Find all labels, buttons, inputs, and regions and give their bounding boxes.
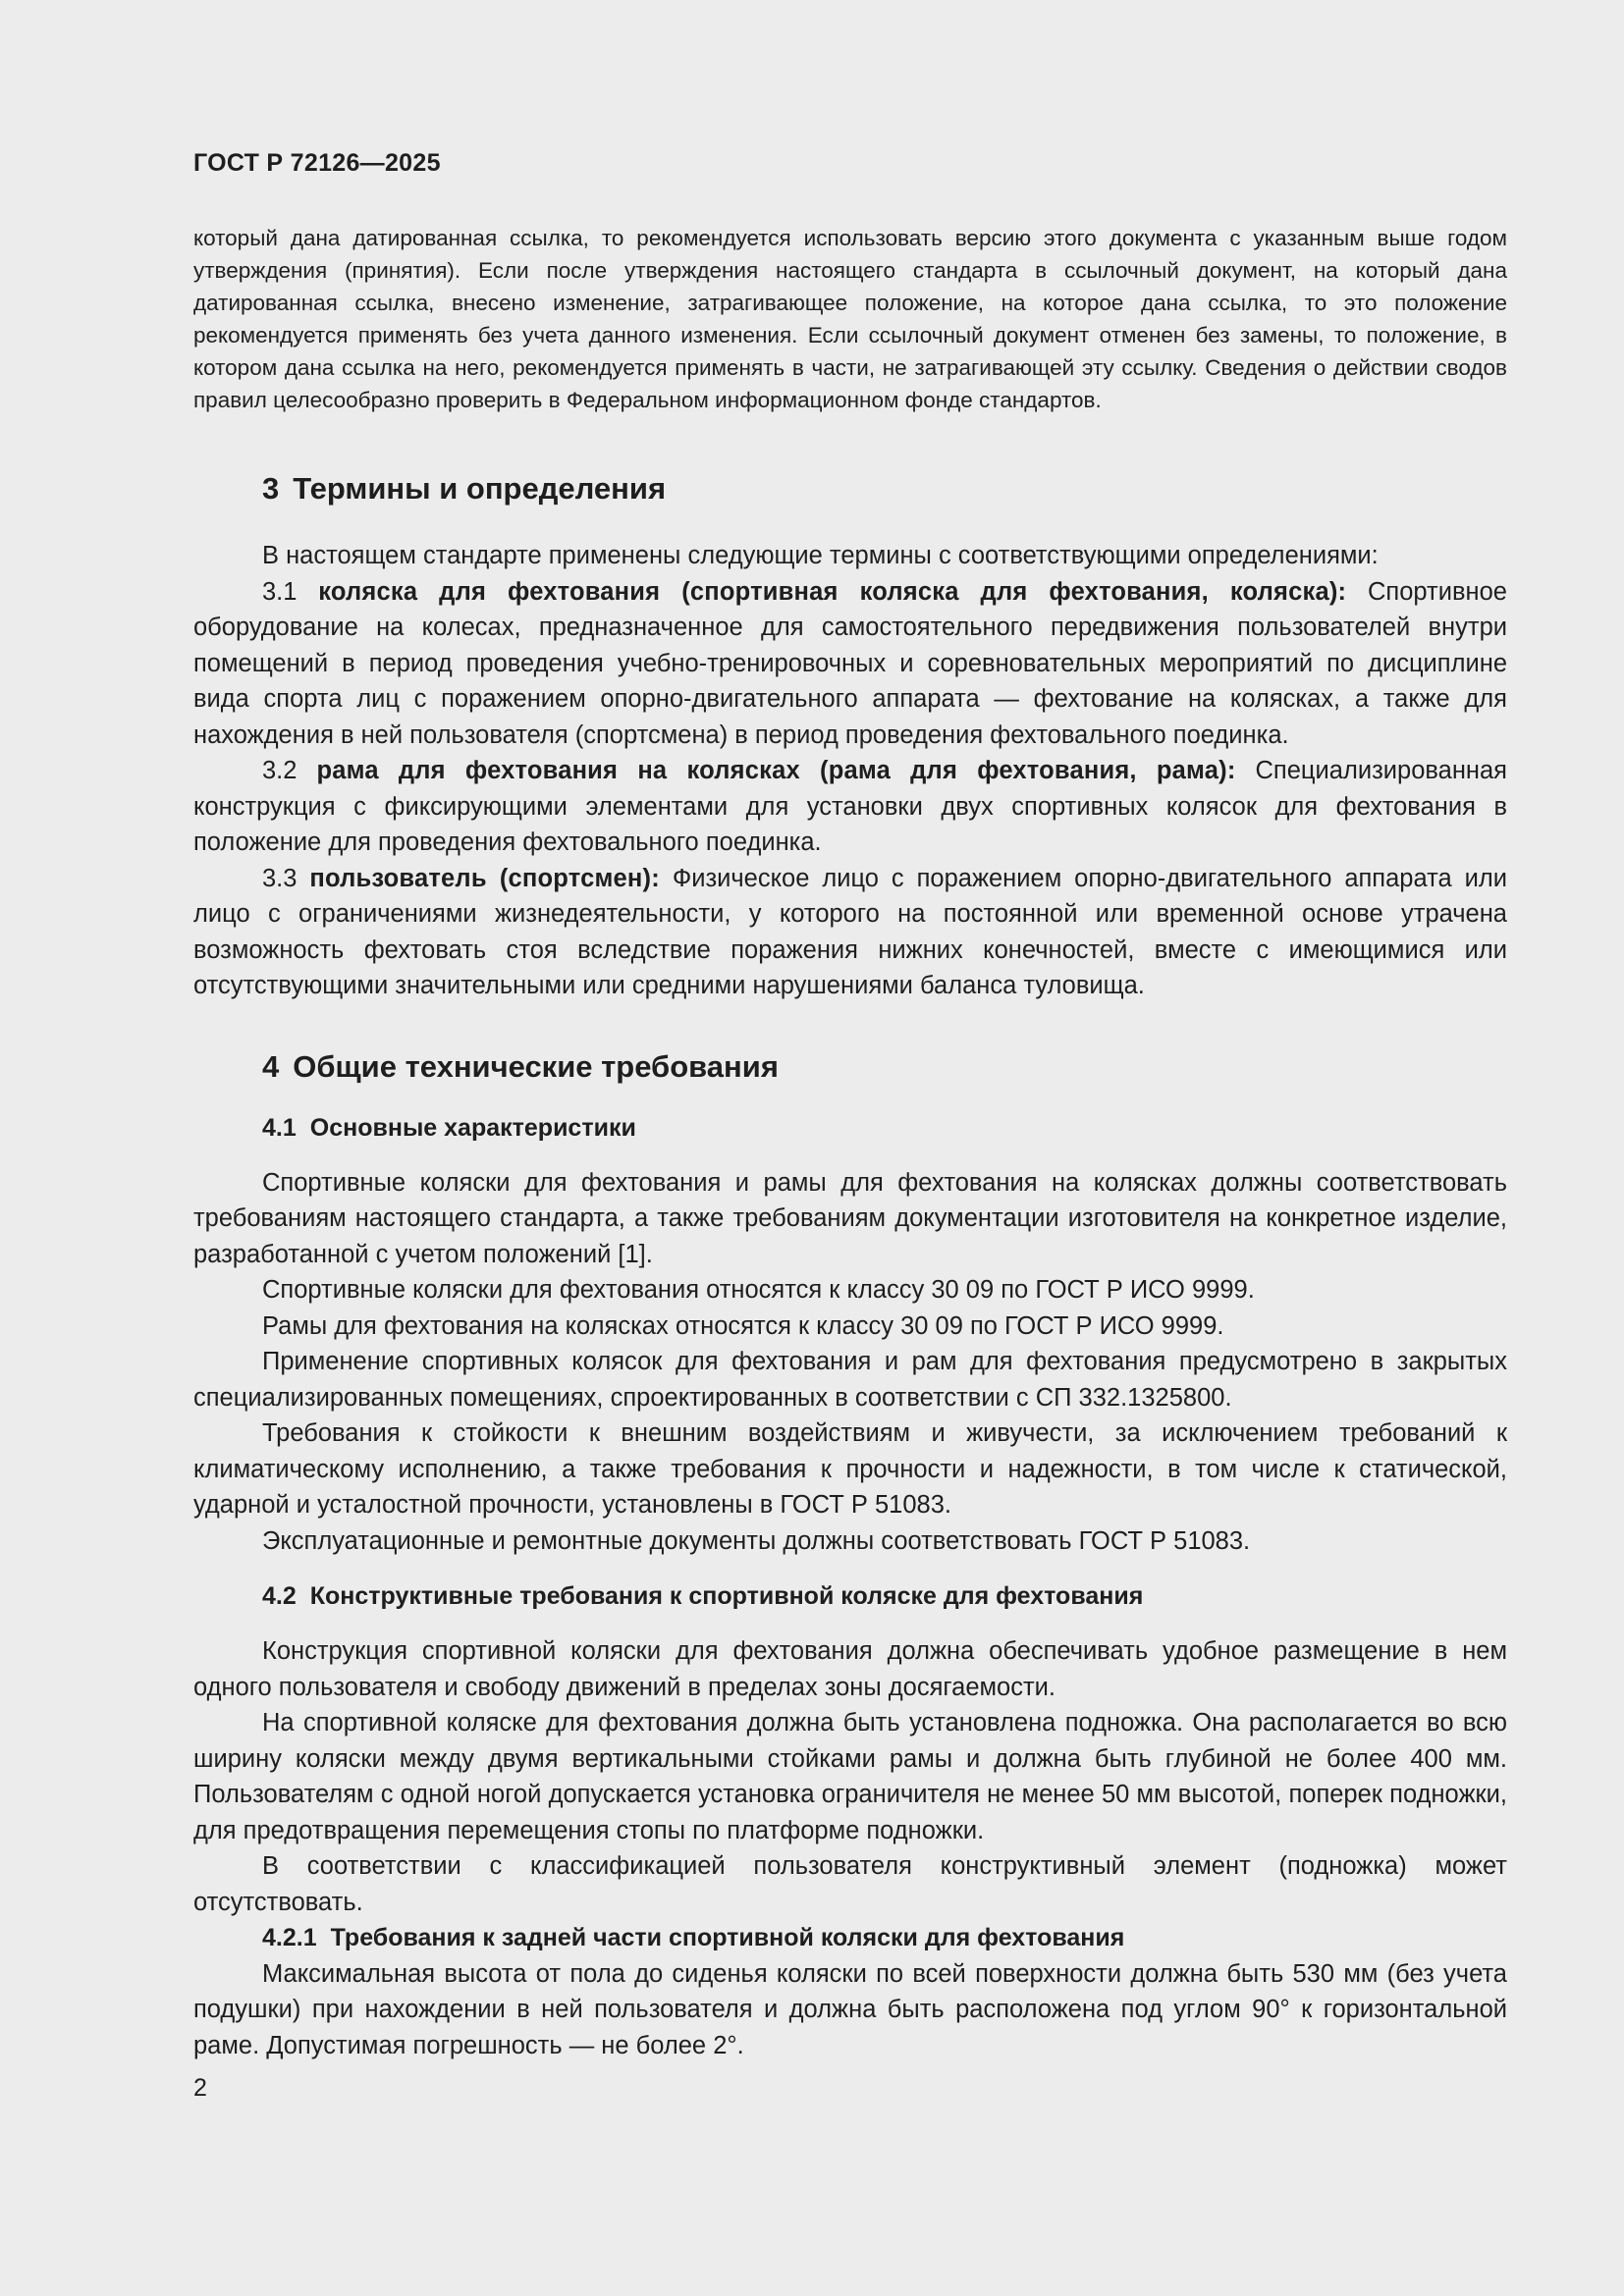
term-number: 3.1 [262,577,298,606]
paragraph: Применение спортивных колясок для фехтования и рам для фехтования предусмотрено в закрытых специализированных помещениях, спроектированных в соответствии с СП 332.1325800. [193,1348,1507,1412]
term-text: Физическое лицо с поражением опорно-двигательного аппарата или лицо с ограничениями жизнедеятельности, у которого на постоянной или временной основе утрачена возможность фехтовать стоя вследствие поражения нижних конечностей, вместе с имеющимися или отсутствующими значительными или средними нарушениями баланса туловища. [193,864,1507,999]
term-text: Специализированная конструкция с фиксирующими элементами для установки двух спортивных колясок для фехтования в положение для проведения фехтовального поединка. [193,757,1507,856]
paragraph: В соответствии с классификацией пользователя конструктивный элемент (подножка) может отсутствовать. [193,1852,1507,1916]
term-name: коляска для фехтования (спортивная коляска для фехтования, коляска): [318,577,1347,606]
section-title: Общие технические требования [293,1048,779,1084]
subsection-4-1-heading [262,1110,1507,1146]
term-name: пользователь (спортсмен): [309,864,660,892]
subsection-4-2-heading [262,1578,1507,1614]
paragraph: Конструкция спортивной коляски для фехтования должна обеспечивать удобное размещение в нем одного пользователя и свободу движений в пределах зоны досягаемости. [193,1637,1507,1701]
page-number: 2 [193,2074,207,2102]
section-title: Термины и определения [293,471,667,506]
subsection-title: Основные характеристики [309,1113,636,1142]
section-3-heading [262,469,1507,508]
subsection-number: 4.2 [262,1582,297,1610]
subsection-number: 4.1 [262,1113,297,1142]
term-definition [193,753,1507,861]
paragraph: Максимальная высота от пола до сиденья коляски по всей поверхности должна быть 530 мм (без учета подушки) при нахождении в ней пользователя и должна быть расположена под углом 90° к горизонтальной раме. Допустимая погрешность — не более 2°. [193,1959,1507,2059]
paragraph: Эксплуатационные и ремонтные документы должны соответствовать ГОСТ Р 51083. [262,1526,1251,1555]
section-number: 3 [262,471,280,506]
section-4-heading [262,1047,1507,1087]
paragraph: Требования к стойкости к внешним воздействиям и живучести, за исключением требований к климатическому исполнению, а также требования к прочности и надежности, в том числе к статической, ударной и усталостной прочности, установлены в ГОСТ Р 51083. [193,1419,1507,1519]
section-3-lead: В настоящем стандарте применены следующие термины с соответствующими определениями: [262,542,1379,569]
section-number: 4 [262,1048,280,1084]
term-definition [193,574,1507,754]
subsection-number: 4.2.1 [262,1924,317,1951]
paragraph: Спортивные коляски для фехтования относятся к классу 30 09 по ГОСТ Р ИСО 9999. [262,1276,1255,1304]
term-number: 3.3 [262,864,298,892]
paragraph: На спортивной коляске для фехтования должна быть установлена подножка. Она располагается во всю ширину коляски между двумя вертикальными стойками рамы и должна быть глубиной не более 400 мм. Пользователям с одной ногой допускается установка ограничителя не менее 50 мм высотой, поперек подножки, для предотвращения перемещения стопы по платформе подножки. [193,1709,1507,1844]
subsection-4-2-1-heading [262,1920,1507,1956]
subsection-title: Требования к задней части спортивной коляски для фехтования [330,1924,1125,1951]
term-name: рама для фехтования на колясках (рама для фехтования, рама): [316,757,1236,784]
document-code-header: ГОСТ Р 72126—2025 [193,149,441,177]
paragraph: Рамы для фехтования на колясках относятся к классу 30 09 по ГОСТ Р ИСО 9999. [262,1311,1224,1340]
term-definition [193,861,1507,1004]
intro-paragraph: который дана датированная ссылка, то рекомендуется использовать версию этого документа с указанным выше годом утверждения (принятия). Если после утверждения настоящего стандарта в ссылочный документ, на который дана датированная ссылка, внесено изменение, затрагивающее положение, на которое дана ссылка, то это положение рекомендуется применять без учета данного изменения. Если ссылочный документ отменен без замены, то положение, в котором дана ссылка на него, рекомендуется применять в части, не затрагивающей эту ссылку. Сведения о действии сводов правил целесообразно проверить в Федеральном информационном фонде стандартов. [193,226,1507,412]
paragraph: Спортивные коляски для фехтования и рамы для фехтования на колясках должны соответствовать требованиям настоящего стандарта, а также требованиям документации изготовителя на конкретное изделие, разработанной с учетом положений [1]. [193,1168,1507,1268]
main-content [193,469,1507,2063]
subsection-title: Конструктивные требования к спортивной коляске для фехтования [309,1582,1144,1610]
term-text: Спортивное оборудование на колесах, предназначенное для самостоятельного передвижения пользователей внутри помещений в период проведения учебно-тренировочных и соревновательных мероприятий по дисциплине вида спорта лиц с поражением опорно-двигательного аппарата — фехтование на колясках, а также для нахождения в ней пользователя (спортсмена) в период проведения фехтовального поединка. [193,577,1507,749]
term-number: 3.2 [262,757,298,784]
